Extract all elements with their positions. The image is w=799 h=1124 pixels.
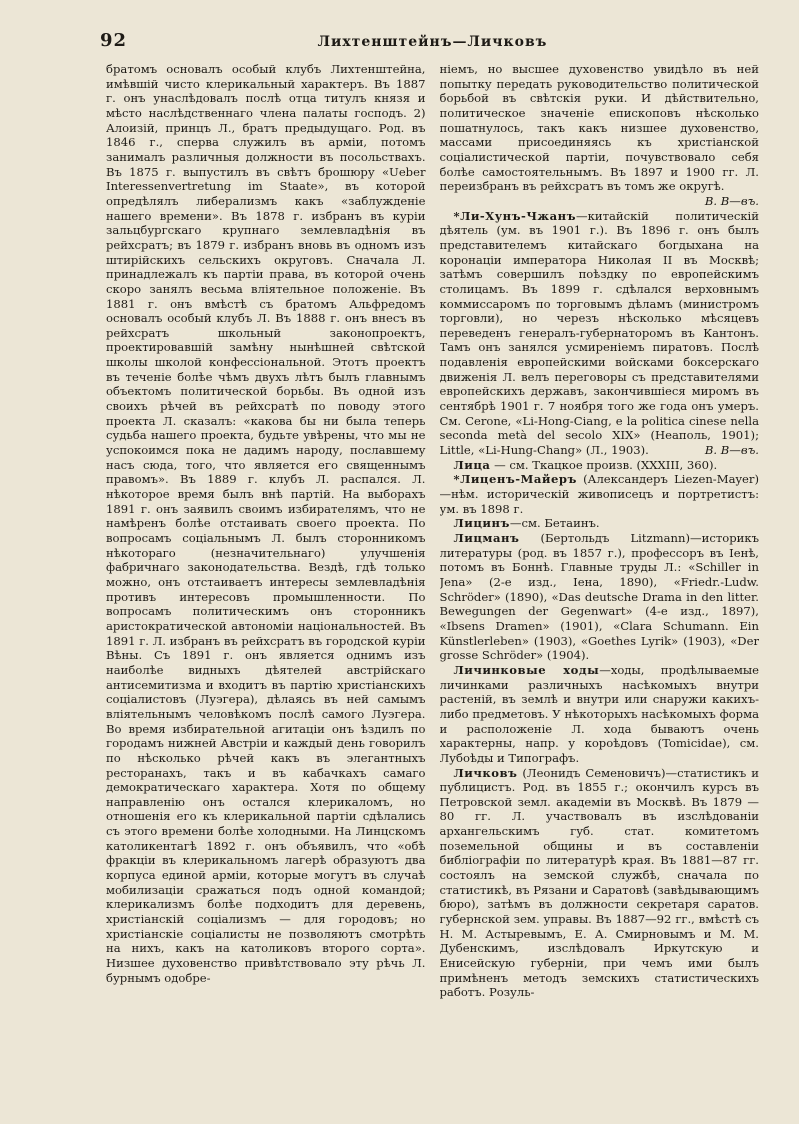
entry-headword: Личковъ — [453, 765, 518, 780]
entry-headword: *Ли-Хунъ-Чжанъ — [453, 208, 577, 223]
entry-paragraph — [440, 209, 760, 458]
entry-text: — см. Ткацкое произв. (XXXIII, 360). — [490, 457, 718, 472]
entry-headword: Лицманъ — [453, 531, 520, 545]
entry-paragraph — [106, 62, 426, 985]
text-columns — [106, 62, 759, 1112]
entry-paragraph — [440, 766, 760, 1001]
running-head: Лихтенштейнъ—Личковъ — [317, 34, 548, 50]
page-header — [100, 26, 759, 56]
entry-text: —см. Бетаинъ. — [509, 516, 600, 531]
entry-text: —китайскій политическій дѣятель (ум. въ 1901 г.). Въ 1896 г. онъ былъ представителемъ китайскаго богдыхана на коронаціи императора Николая II въ Москвѣ; затѣмъ совершилъ поѣздку по европейскимъ столицамъ. Въ 1899 г. сдѣлался верховнымъ коммиссаромъ по торговымъ дѣламъ (министромъ торговли), но черезъ нѣсколько мѣсяцевъ переведенъ генералъ-губернаторомъ въ Кантонъ. Тамъ онъ занялся усмиреніемъ пиратовъ. Послѣ подавленія европейскими войсками боксерскаго движенія Л. велъ переговоры съ представителями европейскихъ державъ, закончившіеся миромъ въ сентябрѣ 1901 г. 7 ноября того же года онъ умеръ. См. Cerone, «Li-Hong-Ciang, e la politica cinese nella seconda metà del secolo XIX» (Неаполь, 1901); Little, «Li-Hung-Chang» (Л., 1903). — [439, 208, 759, 458]
entry-text: (Леонидъ Семеновичъ)—статистикъ и публицистъ. Род. въ 1855 г.; окончилъ курсъ въ Петровской земл. академіи въ Москвѣ. Въ 1879 — 80 гг. Л. участвовалъ въ изслѣдованіи архангельскимъ губ. стат. комитетомъ поземельной общины и въ составленіи библіографіи по литературѣ края. Въ 1881—87 гг. состоялъ на земской службѣ, сначала по статистикѣ, въ Рязани и Саратовѣ (завѣдывающимъ бюро), затѣмъ въ должности секретаря саратов. губернской зем. управы. Въ 1887—92 гг., вмѣстѣ съ Н. М. Астыревымъ, Е. А. Смирновымъ и М. М. Дубенскимъ, изслѣдовалъ Иркутскую и Енисейскую губерніи, при чемъ ими былъ примѣненъ методъ земскихъ статистическихъ работъ. Розуль- — [439, 765, 759, 1000]
left-column — [106, 62, 426, 1112]
entry-paragraph — [440, 531, 760, 663]
entry-signature: В. В—въ. — [704, 443, 759, 458]
entry-text: (Бертольдъ Litzmann)—историкъ литературы (род. въ 1857 г.), профессоръ въ Іенѣ, потомъ въ Боннѣ. Главные труды Л.: «Schiller in Jena» (2-е изд., Іена, 1890), «Friedr.-Ludw. Schröder» (1890), «Das deutsche Drama in den litter. Bewegungen der Gegenwart» (4-е изд., 1897), «Ibsens Dramen» (1901), «Clara Schumann. Ein Künstlerleben» (1903), «Goethes Lyrik» (1903), «Der grosse Schröder» (1904). — [439, 531, 759, 663]
entry-paragraph — [440, 62, 760, 209]
entry-headword: Лицинъ — [453, 516, 510, 531]
entry-headword: Личинковые ходы — [453, 662, 600, 677]
entry-paragraph — [440, 663, 760, 766]
entry-headword: *Лиценъ-Майеръ — [453, 472, 577, 487]
entry-headword: Лица — [453, 457, 491, 472]
entry-signature: В. В—въ. — [704, 193, 759, 208]
entry-text: братомъ основалъ особый клубъ Лихтенштейна, имѣвшій чисто клерикальный характеръ. Въ 1887 г. онъ унаслѣдовалъ послѣ отца титулъ князя и мѣсто наслѣдственнаго члена палаты господъ. 2) Алоизій, принцъ Л., братъ предыдущаго. Род. въ 1846 г., сперва служилъ въ арміи, потомъ занималъ различныя должности въ посольствахъ. Въ 1875 г. выпустилъ въ свѣтъ брошюру «Ueber Interessenvertretung im Staate», въ которой опредѣлялъ либерализмъ какъ «заблужденіе нашего времени». Въ 1878 г. избранъ въ куріи зальцбургскаго крупнаго землевладѣнія въ рейхсратъ; въ 1879 г. избранъ вновь въ одномъ изъ штирійскихъ сельскихъ округовъ. Сначала Л. принадлежалъ къ партіи права, въ которой очень скоро занялъ весьма вліятельное положеніе. Въ 1881 г. онъ вмѣстѣ съ братомъ Альфредомъ основалъ особый клубъ Л. Въ 1888 г. онъ внесъ въ рейхсратъ школьный законопроектъ, проектировавшій замѣну нынѣшней свѣтской школы школой конфессіональной. Этотъ проектъ въ теченіе болѣе чѣмъ двухъ лѣтъ былъ главнымъ объектомъ политической борьбы. Въ одной изъ своихъ рѣчей въ рейхсратѣ по поводу этого проекта Л. сказалъ: «какова бы ни была теперь судьба нашего проекта, будьте увѣрены, что мы не успокоимся пока не дадимъ народу, пославшему насъ сюда, того, что является его священнымъ правомъ». Въ 1889 г. клубъ Л. распался. Л. нѣкоторое время былъ внѣ партій. На выборахъ 1891 г. онъ заявилъ своимъ избирателямъ, что не намѣренъ болѣе отстаивать своего проекта. По вопросамъ соціальнымъ Л. былъ сторонникомъ нѣкотораго (незначительнаго) улучшенія фабричнаго законодательства. Вездѣ, гдѣ только можно, онъ отстаиваетъ интересы землевладѣнія противъ интересовъ промышленности. По вопросамъ политическимъ онъ сторонникъ аристократической автономіи національностей. Въ 1891 г. Л. избранъ въ рейхсратъ въ городской куріи Вѣны. Съ 1891 г. онъ является однимъ изъ наиболѣе видныхъ дѣятелей австрійскаго антисемитизма и входитъ въ партію христіанскихъ соціалистовъ (Луэгера), дѣлаясь въ ней самымъ вліятельнымъ человѣкомъ послѣ самого Луэгера. Во время избирательной агитаціи онъ ѣздилъ по городамъ нижней Австріи и каждый день говорилъ по нѣсколько рѣчей какъ въ элегантныхъ ресторанахъ, такъ и въ кабачкахъ самаго демократическаго характера. Хотя по общему направленію онъ остался клерикаломъ, но отношенія его къ клерикальной партіи сдѣлались съ этого времени болѣе холодными. На Линцскомъ католикентагѣ 1892 г. онъ объявилъ, что «обѣ фракціи въ клерикальномъ лагерѣ образуютъ два корпуса единой арміи, которые могутъ въ случаѣ мобилизаціи сражаться подъ одной командой; клерикализмъ болѣе подходитъ для деревень, христіанскій соціализмъ — для городовъ; но христіанскіе соціалисты не позволяютъ смотрѣть на нихъ, какъ на католиковъ второго сорта». Низшее духовенство привѣтствовало эту рѣчь Л. бурнымъ одобре- — [106, 62, 426, 985]
page-number: 92 — [100, 30, 128, 51]
entry-paragraph — [440, 472, 760, 516]
entry-text: —ходы, продѣлываемые личинками различныхъ насѣкомыхъ внутри растеній, въ землѣ и внутри или снаружи какихъ-либо предметовъ. У нѣкоторыхъ насѣкомыхъ форма и расположеніе Л. хода бываютъ очень характерны, напр. у короѣдовъ (Tomicidae), см. Лубоѣды и Типографъ. — [439, 662, 759, 765]
entry-text: (Александеръ Liezen-Mayer)—нѣм. историческій живописецъ и портретистъ: ум. въ 1898 г. — [439, 472, 759, 516]
entry-paragraph — [440, 458, 760, 473]
entry-paragraph — [440, 516, 760, 531]
right-column — [440, 62, 760, 1112]
entry-text: ніемъ, но высшее духовенство увидѣло въ ней попытку передать руководительство политической борьбой въ свѣтскія руки. И дѣйствительно, политическое значеніе епископовъ нѣсколько пошатнулось, такъ какъ низшее духовенство, массами присоединяясь къ христіанской соціалистической партіи, почувствовало себя болѣе самостоятельнымъ. Въ 1897 и 1900 гг. Л. переизбранъ въ рейхсратъ въ томъ же округѣ. — [439, 62, 759, 194]
